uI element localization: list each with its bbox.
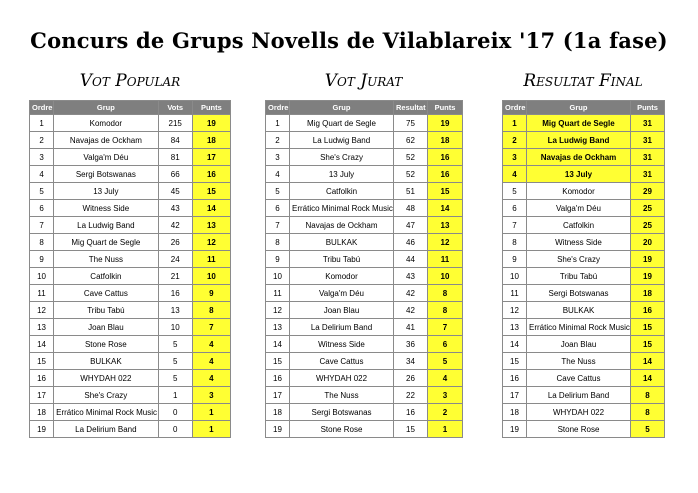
order-cell: 18 [30, 404, 54, 421]
value-cell: 42 [394, 285, 428, 302]
table-row [503, 234, 665, 251]
table-row [503, 132, 665, 149]
points-cell: 14 [192, 200, 230, 217]
points-cell: 1 [192, 421, 230, 438]
order-cell: 14 [503, 336, 527, 353]
points-cell: 19 [631, 268, 665, 285]
points-cell: 7 [192, 319, 230, 336]
order-cell: 3 [503, 149, 527, 166]
order-cell: 10 [503, 268, 527, 285]
order-cell: 13 [503, 319, 527, 336]
order-cell: 3 [30, 149, 54, 166]
group-name-cell: The Nuss [54, 251, 159, 268]
table-row [266, 302, 463, 319]
order-cell: 4 [30, 166, 54, 183]
value-cell: 43 [394, 268, 428, 285]
order-cell: 2 [30, 132, 54, 149]
order-cell: 18 [266, 404, 290, 421]
table-row [30, 421, 231, 438]
order-cell: 6 [503, 200, 527, 217]
group-name-cell: The Nuss [527, 353, 631, 370]
points-cell: 2 [428, 404, 463, 421]
table-row [30, 200, 231, 217]
points-cell: 25 [631, 217, 665, 234]
order-cell: 16 [266, 370, 290, 387]
table-row [266, 166, 463, 183]
group-name-cell: Witness Side [290, 336, 394, 353]
order-cell: 6 [266, 200, 290, 217]
table-row [503, 285, 665, 302]
order-cell: 8 [30, 234, 54, 251]
points-cell: 16 [428, 149, 463, 166]
points-cell: 13 [192, 217, 230, 234]
value-cell: 5 [158, 370, 192, 387]
points-cell: 10 [192, 268, 230, 285]
points-cell: 12 [192, 234, 230, 251]
group-name-cell: Sergi Botswanas [527, 285, 631, 302]
value-cell: 16 [158, 285, 192, 302]
order-cell: 1 [30, 115, 54, 132]
column-header-vots: Vots [158, 101, 192, 115]
heading-vot-popular: Vot Popular [79, 71, 181, 91]
points-cell: 4 [192, 370, 230, 387]
order-cell: 15 [30, 353, 54, 370]
table-row [266, 217, 463, 234]
table-row [30, 166, 231, 183]
order-cell: 11 [266, 285, 290, 302]
group-name-cell: She's Crazy [290, 149, 394, 166]
group-name-cell: Mig Quart de Segle [290, 115, 394, 132]
column-header-punts: Punts [192, 101, 230, 115]
order-cell: 11 [30, 285, 54, 302]
heading-resultat-final: Resultat Final [523, 71, 643, 91]
table-row [30, 404, 231, 421]
column-header-resultat: Resultat [394, 101, 428, 115]
value-cell: 46 [394, 234, 428, 251]
column-header-grup: Grup [290, 101, 394, 115]
order-cell: 12 [503, 302, 527, 319]
group-name-cell: Tribu Tabú [54, 302, 159, 319]
table-row [30, 149, 231, 166]
value-cell: 15 [394, 421, 428, 438]
points-cell: 16 [192, 166, 230, 183]
order-cell: 8 [503, 234, 527, 251]
group-name-cell: Errático Minimal Rock Music [290, 200, 394, 217]
order-cell: 8 [266, 234, 290, 251]
table-row [503, 370, 665, 387]
points-cell: 4 [192, 353, 230, 370]
table-row [266, 132, 463, 149]
group-name-cell: Tribu Tabú [290, 251, 394, 268]
group-name-cell: BULKAK [54, 353, 159, 370]
group-name-cell: Valga'm Déu [290, 285, 394, 302]
order-cell: 17 [30, 387, 54, 404]
order-cell: 19 [503, 421, 527, 438]
value-cell: 22 [394, 387, 428, 404]
value-cell: 34 [394, 353, 428, 370]
group-name-cell: Joan Blau [54, 319, 159, 336]
table-row [503, 404, 665, 421]
value-cell: 47 [394, 217, 428, 234]
order-cell: 10 [30, 268, 54, 285]
points-cell: 18 [428, 132, 463, 149]
table-row [266, 234, 463, 251]
value-cell: 24 [158, 251, 192, 268]
group-name-cell: Tribu Tabú [527, 268, 631, 285]
points-cell: 18 [192, 132, 230, 149]
group-name-cell: Cave Cattus [54, 285, 159, 302]
points-cell: 8 [192, 302, 230, 319]
order-cell: 4 [266, 166, 290, 183]
value-cell: 41 [394, 319, 428, 336]
value-cell: 26 [158, 234, 192, 251]
points-cell: 8 [631, 387, 665, 404]
table-row [266, 387, 463, 404]
group-name-cell: Catfolkin [54, 268, 159, 285]
points-cell: 8 [631, 404, 665, 421]
group-name-cell: La Delirium Band [527, 387, 631, 404]
group-name-cell: Navajas de Ockham [527, 149, 631, 166]
table-row [266, 149, 463, 166]
order-cell: 4 [503, 166, 527, 183]
group-name-cell: Errático Minimal Rock Music [54, 404, 159, 421]
points-cell: 14 [631, 353, 665, 370]
table-row [266, 370, 463, 387]
group-name-cell: Valga'm Déu [527, 200, 631, 217]
group-name-cell: WHYDAH 022 [54, 370, 159, 387]
group-name-cell: La Ludwig Band [527, 132, 631, 149]
value-cell: 16 [394, 404, 428, 421]
points-cell: 29 [631, 183, 665, 200]
value-cell: 42 [394, 302, 428, 319]
points-cell: 19 [428, 115, 463, 132]
value-cell: 51 [394, 183, 428, 200]
value-cell: 52 [394, 149, 428, 166]
order-cell: 7 [503, 217, 527, 234]
table-row [503, 268, 665, 285]
points-cell: 25 [631, 200, 665, 217]
table-row [30, 353, 231, 370]
points-cell: 31 [631, 132, 665, 149]
points-cell: 31 [631, 149, 665, 166]
order-cell: 1 [503, 115, 527, 132]
table-row [503, 336, 665, 353]
points-cell: 4 [192, 336, 230, 353]
table-row [30, 132, 231, 149]
points-cell: 19 [192, 115, 230, 132]
group-name-cell: 13 July [527, 166, 631, 183]
table-row [503, 115, 665, 132]
order-cell: 16 [503, 370, 527, 387]
order-cell: 10 [266, 268, 290, 285]
column-header-ordre: Ordre [503, 101, 527, 115]
group-name-cell: La Ludwig Band [290, 132, 394, 149]
value-cell: 26 [394, 370, 428, 387]
value-cell: 36 [394, 336, 428, 353]
table-row [503, 353, 665, 370]
heading-vot-jurat: Vot Jurat [324, 71, 403, 91]
table-row [503, 302, 665, 319]
order-cell: 7 [30, 217, 54, 234]
points-cell: 10 [428, 268, 463, 285]
group-name-cell: Sergi Botswanas [290, 404, 394, 421]
group-name-cell: Catfolkin [290, 183, 394, 200]
group-name-cell: Stone Rose [527, 421, 631, 438]
order-cell: 14 [266, 336, 290, 353]
group-name-cell: La Ludwig Band [54, 217, 159, 234]
value-cell: 10 [158, 319, 192, 336]
value-cell: 0 [158, 404, 192, 421]
table-header-row [266, 101, 463, 115]
table-row [503, 251, 665, 268]
order-cell: 15 [503, 353, 527, 370]
points-cell: 18 [631, 285, 665, 302]
column-header-grup: Grup [54, 101, 159, 115]
group-name-cell: BULKAK [527, 302, 631, 319]
table-row [266, 336, 463, 353]
value-cell: 62 [394, 132, 428, 149]
points-cell: 31 [631, 115, 665, 132]
order-cell: 5 [266, 183, 290, 200]
table-row [30, 285, 231, 302]
table-row [266, 285, 463, 302]
order-cell: 3 [266, 149, 290, 166]
value-cell: 45 [158, 183, 192, 200]
table-row [266, 268, 463, 285]
table-row [266, 251, 463, 268]
vot-jurat-table [265, 100, 463, 438]
group-name-cell: Komodor [527, 183, 631, 200]
table-row [30, 251, 231, 268]
order-cell: 5 [503, 183, 527, 200]
order-cell: 12 [266, 302, 290, 319]
table-row [30, 217, 231, 234]
order-cell: 14 [30, 336, 54, 353]
order-cell: 11 [503, 285, 527, 302]
points-cell: 31 [631, 166, 665, 183]
order-cell: 1 [266, 115, 290, 132]
points-cell: 7 [428, 319, 463, 336]
points-cell: 14 [631, 370, 665, 387]
points-cell: 15 [192, 183, 230, 200]
points-cell: 11 [428, 251, 463, 268]
value-cell: 215 [158, 115, 192, 132]
group-name-cell: 13 July [290, 166, 394, 183]
order-cell: 5 [30, 183, 54, 200]
value-cell: 5 [158, 336, 192, 353]
table-row [503, 421, 665, 438]
points-cell: 16 [428, 166, 463, 183]
order-cell: 19 [266, 421, 290, 438]
table-row [503, 319, 665, 336]
group-name-cell: Navajas de Ockham [54, 132, 159, 149]
table-row [266, 421, 463, 438]
value-cell: 44 [394, 251, 428, 268]
group-name-cell: Mig Quart de Segle [54, 234, 159, 251]
group-name-cell: Cave Cattus [290, 353, 394, 370]
column-header-ordre: Ordre [266, 101, 290, 115]
table-row [30, 115, 231, 132]
order-cell: 18 [503, 404, 527, 421]
column-header-ordre: Ordre [30, 101, 54, 115]
group-name-cell: Komodor [290, 268, 394, 285]
points-cell: 6 [428, 336, 463, 353]
group-name-cell: Cave Cattus [527, 370, 631, 387]
column-header-punts: Punts [631, 101, 665, 115]
value-cell: 75 [394, 115, 428, 132]
order-cell: 13 [30, 319, 54, 336]
table-row [266, 404, 463, 421]
group-name-cell: Joan Blau [290, 302, 394, 319]
points-cell: 16 [631, 302, 665, 319]
points-cell: 3 [428, 387, 463, 404]
group-name-cell: Stone Rose [290, 421, 394, 438]
group-name-cell: Stone Rose [54, 336, 159, 353]
group-name-cell: Joan Blau [527, 336, 631, 353]
order-cell: 19 [30, 421, 54, 438]
table-row [266, 200, 463, 217]
points-cell: 9 [192, 285, 230, 302]
order-cell: 12 [30, 302, 54, 319]
points-cell: 5 [428, 353, 463, 370]
table-row [30, 370, 231, 387]
points-cell: 14 [428, 200, 463, 217]
table-row [30, 387, 231, 404]
table-row [30, 319, 231, 336]
value-cell: 52 [394, 166, 428, 183]
points-cell: 20 [631, 234, 665, 251]
points-cell: 13 [428, 217, 463, 234]
table-row [266, 319, 463, 336]
group-name-cell: Witness Side [54, 200, 159, 217]
group-name-cell: La Delirium Band [54, 421, 159, 438]
group-name-cell: She's Crazy [54, 387, 159, 404]
points-cell: 11 [192, 251, 230, 268]
order-cell: 9 [266, 251, 290, 268]
table-header-row [503, 101, 665, 115]
group-name-cell: BULKAK [290, 234, 394, 251]
value-cell: 81 [158, 149, 192, 166]
points-cell: 5 [631, 421, 665, 438]
group-name-cell: Komodor [54, 115, 159, 132]
order-cell: 15 [266, 353, 290, 370]
value-cell: 0 [158, 421, 192, 438]
group-name-cell: Valga'm Déu [54, 149, 159, 166]
resultat-final-table [502, 100, 665, 438]
value-cell: 48 [394, 200, 428, 217]
points-cell: 8 [428, 302, 463, 319]
group-name-cell: The Nuss [290, 387, 394, 404]
table-row [30, 183, 231, 200]
order-cell: 2 [503, 132, 527, 149]
value-cell: 66 [158, 166, 192, 183]
group-name-cell: Navajas de Ockham [290, 217, 394, 234]
column-header-grup: Grup [527, 101, 631, 115]
points-cell: 1 [192, 404, 230, 421]
table-row [503, 217, 665, 234]
vot-popular-table [29, 100, 231, 438]
group-name-cell: Mig Quart de Segle [527, 115, 631, 132]
order-cell: 9 [503, 251, 527, 268]
table-row [503, 200, 665, 217]
table-row [503, 149, 665, 166]
value-cell: 42 [158, 217, 192, 234]
group-name-cell: WHYDAH 022 [527, 404, 631, 421]
points-cell: 15 [428, 183, 463, 200]
value-cell: 21 [158, 268, 192, 285]
points-cell: 12 [428, 234, 463, 251]
group-name-cell: WHYDAH 022 [290, 370, 394, 387]
table-row [30, 268, 231, 285]
order-cell: 16 [30, 370, 54, 387]
value-cell: 5 [158, 353, 192, 370]
points-cell: 8 [428, 285, 463, 302]
table-row [266, 115, 463, 132]
points-cell: 19 [631, 251, 665, 268]
column-header-punts: Punts [428, 101, 463, 115]
table-row [30, 336, 231, 353]
points-cell: 17 [192, 149, 230, 166]
group-name-cell: La Delirium Band [290, 319, 394, 336]
order-cell: 7 [266, 217, 290, 234]
value-cell: 1 [158, 387, 192, 404]
table-header-row [30, 101, 231, 115]
table-row [30, 234, 231, 251]
table-row [503, 387, 665, 404]
order-cell: 17 [266, 387, 290, 404]
order-cell: 2 [266, 132, 290, 149]
group-name-cell: Sergi Botswanas [54, 166, 159, 183]
group-name-cell: Errático Minimal Rock Music [527, 319, 631, 336]
table-row [266, 353, 463, 370]
group-name-cell: She's Crazy [527, 251, 631, 268]
table-row [30, 302, 231, 319]
table-row [503, 183, 665, 200]
order-cell: 17 [503, 387, 527, 404]
value-cell: 13 [158, 302, 192, 319]
points-cell: 15 [631, 336, 665, 353]
group-name-cell: Witness Side [527, 234, 631, 251]
page-title: Concurs de Grups Novells de Vilablareix '17 (1a fase) [30, 28, 668, 53]
points-cell: 3 [192, 387, 230, 404]
table-row [503, 166, 665, 183]
points-cell: 15 [631, 319, 665, 336]
points-cell: 4 [428, 370, 463, 387]
points-cell: 1 [428, 421, 463, 438]
value-cell: 84 [158, 132, 192, 149]
order-cell: 9 [30, 251, 54, 268]
group-name-cell: Catfolkin [527, 217, 631, 234]
value-cell: 43 [158, 200, 192, 217]
group-name-cell: 13 July [54, 183, 159, 200]
order-cell: 6 [30, 200, 54, 217]
table-row [266, 183, 463, 200]
order-cell: 13 [266, 319, 290, 336]
